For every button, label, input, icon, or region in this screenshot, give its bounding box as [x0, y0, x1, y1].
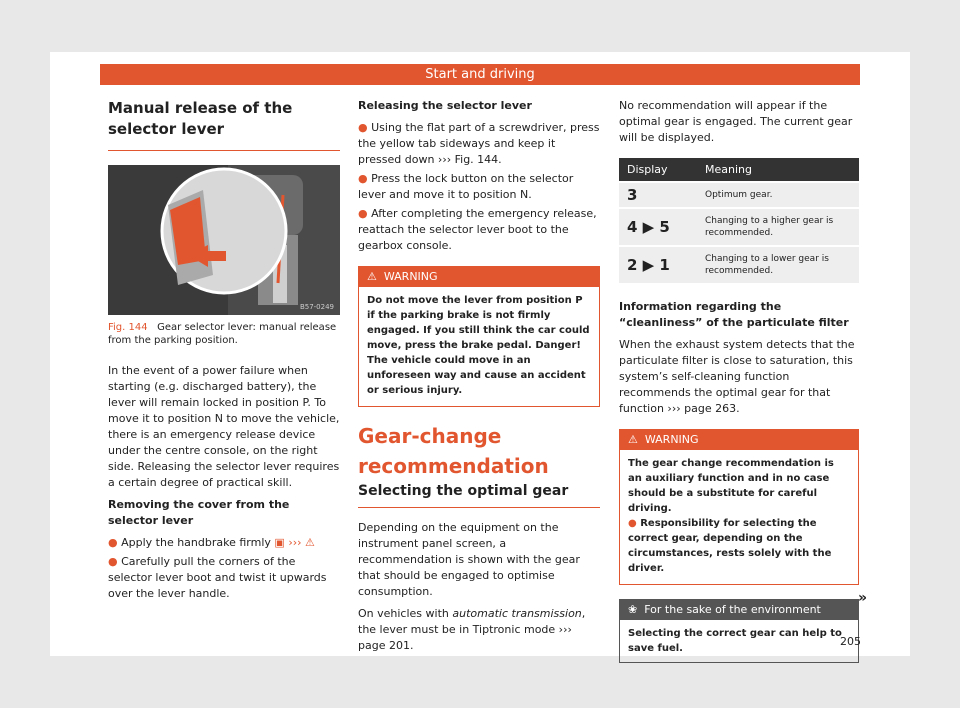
bullet-dot-icon: ● — [108, 536, 118, 549]
figure-code: B57-0249 — [299, 303, 334, 311]
gear-meaning: Changing to a higher gear is recommended. — [697, 208, 859, 246]
gear-display-table — [619, 158, 859, 283]
environment-box — [619, 599, 859, 663]
section-title: Manual release of the selector lever — [108, 98, 340, 151]
paragraph: In the event of a power failure when starting (e.g. discharged battery), the lever will remain locked in position P. To move it to position N to move the vehicle, there is an emergency release device under the centre console, on the right side. Releasing the selector lever requires a certain degree of practical skill. — [108, 364, 340, 489]
gear-display: 2 ▶ 1 — [619, 246, 697, 283]
list-item: ● Apply the handbrake firmly ▣ ››› ⚠ — [108, 536, 315, 549]
manual-icon: ▣ — [274, 536, 285, 549]
figure-selector-lever — [108, 165, 340, 315]
table-row — [619, 246, 859, 283]
continue-marker: » — [858, 590, 868, 606]
paragraph: No recommendation will appear if the optimal gear is engaged. The current gear will be displayed. — [619, 99, 853, 144]
table-row — [619, 182, 859, 208]
warning-header: ⚠ WARNING — [620, 430, 858, 450]
figure-tag: Fig. 144 — [108, 322, 148, 333]
paragraph: On vehicles with automatic transmission, the lever must be in Tiptronic mode ››› page 201. — [358, 607, 586, 652]
bullet-dot-icon: ● — [358, 207, 368, 220]
chapter-title: Gear-change recommendation — [358, 424, 549, 478]
gear-display: 4 ▶ 5 — [619, 208, 697, 246]
column-1 — [108, 98, 340, 605]
table-row — [619, 208, 859, 246]
list-item: ● Using the flat part of a screwdriver, press the yellow tab sideways and keep it pressed down ››› Fig. 144. — [358, 121, 600, 166]
section-title: Selecting the optimal gear — [358, 483, 600, 508]
bullet-dot-icon: ● — [358, 172, 368, 185]
environment-text: Selecting the correct gear can help to save fuel. — [628, 628, 842, 654]
figure-caption-text: Gear selector lever: manual release from the parking position. — [108, 322, 337, 346]
bullet-dot-icon: ● — [628, 518, 637, 529]
table-header: Display — [619, 158, 697, 182]
warning-text: The gear change recommendation is an auxiliary function and in no case should be a substitute for careful driving. ● Responsibility for selecting the correct gear, depending on the circumstances, rests solely with the driver. — [620, 450, 858, 584]
gear-meaning: Optimum gear. — [697, 182, 859, 208]
page-number: 205 — [840, 635, 861, 648]
flower-icon: ❀ — [628, 603, 638, 616]
warning-triangle-icon: ⚠ — [305, 536, 315, 549]
gear-meaning: Changing to a lower gear is recommended. — [697, 246, 859, 283]
warning-header: ⚠ WARNING — [359, 267, 599, 287]
selector-lever-illustration — [108, 165, 340, 315]
subheading: Releasing the selector lever — [358, 99, 532, 112]
paragraph: When the exhaust system detects that the particulate filter is close to saturation, this system’s self-cleaning function recommends the optimal gear for that function ››› page 263. — [619, 338, 855, 415]
warning-triangle-icon: ⚠ — [367, 270, 377, 283]
subheading: Information regarding the “cleanliness” of the particulate filter — [619, 300, 849, 329]
list-item: ● Responsibility for selecting the correct gear, depending on the circumstances, rests solely with the driver. — [628, 518, 832, 574]
page-header: Start and driving — [100, 64, 860, 85]
cross-reference-link[interactable]: ››› — [288, 536, 302, 549]
gear-display: 3 — [619, 182, 697, 208]
paragraph: Depending on the equipment on the instrument panel screen, a recommendation is shown with the gear that should be engaged to optimise consumption. — [358, 521, 580, 598]
subheading: Removing the cover from the selector lever — [108, 498, 290, 527]
figure-caption — [108, 321, 340, 347]
warning-box — [358, 266, 600, 407]
list-item: ● Carefully pull the corners of the selector lever boot and twist it upwards over the lever handle. — [108, 555, 327, 600]
warning-text: Do not move the lever from position P if the parking brake is not firmly engaged. If you still think the car could move, press the brake pedal. Danger! The vehicle could move in an unforeseen way and cause an accident or serious injury. — [367, 295, 590, 396]
warning-triangle-icon: ⚠ — [628, 433, 638, 446]
table-header-row — [619, 158, 859, 182]
environment-header: ❀ For the sake of the environment — [620, 600, 858, 620]
bullet-dot-icon: ● — [358, 121, 368, 134]
column-3 — [619, 98, 859, 663]
table-header: Meaning — [697, 158, 859, 182]
column-2 — [358, 98, 600, 660]
list-item: ● After completing the emergency release, reattach the selector lever boot to the gearbox console. — [358, 207, 597, 252]
list-item: ● Press the lock button on the selector lever and move it to position N. — [358, 172, 574, 201]
bullet-dot-icon: ● — [108, 555, 118, 568]
warning-box — [619, 429, 859, 585]
